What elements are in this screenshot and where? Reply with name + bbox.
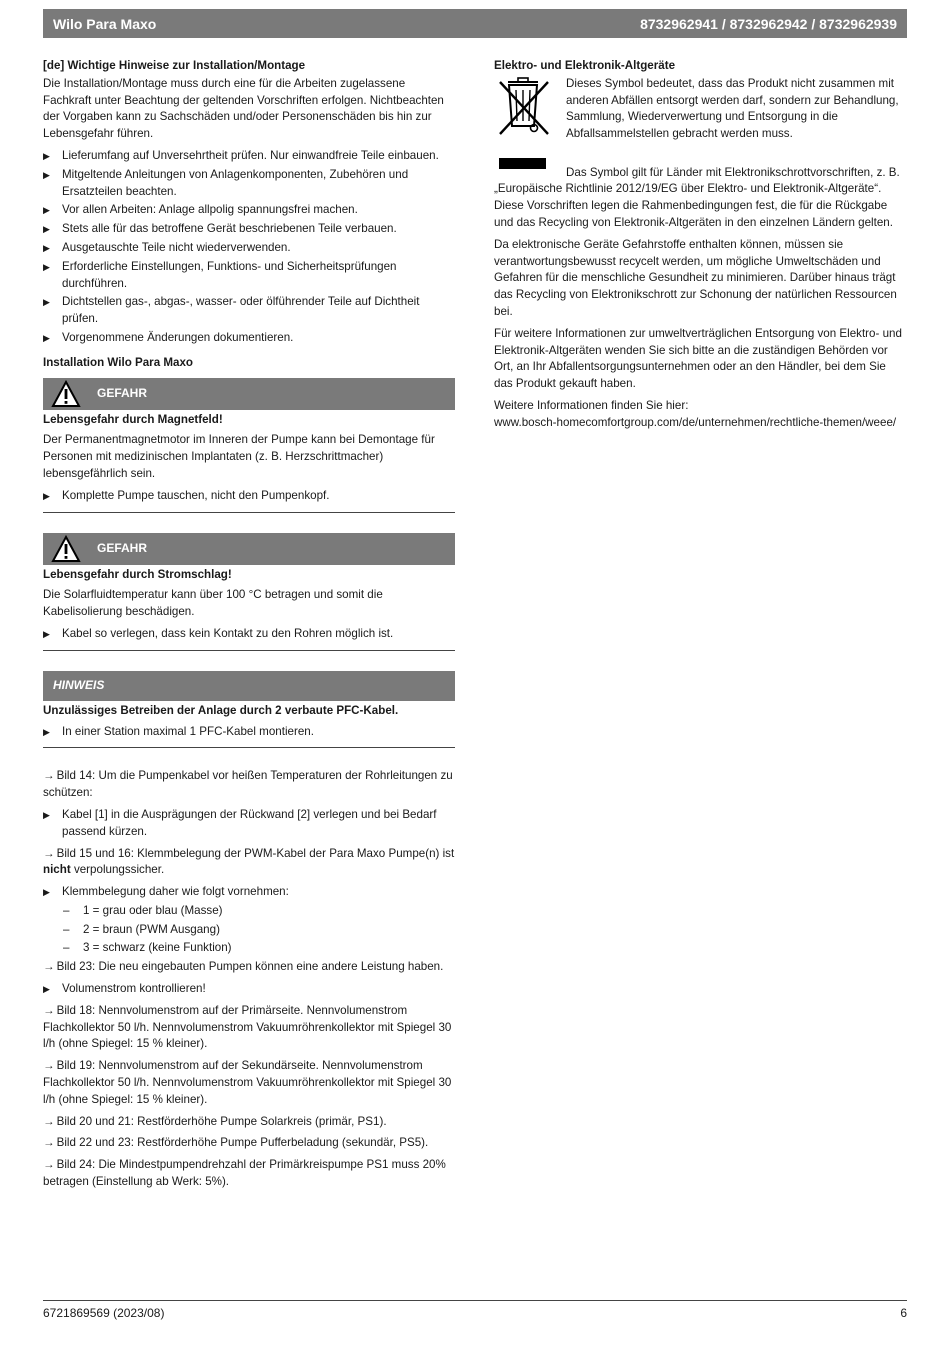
- footer-page-number: 6: [900, 1306, 907, 1320]
- figure-ref-19: → Bild 19: Nennvolumenstrom auf der Sekundärseite. Nennvolumenstrom Flachkollektor 50 l/h. Nennvolumenstrom Vakuumröhrenkollektor mit Spiegel 30 l/h (ohne Spiegel: 15 % kleiner).: [43, 1059, 452, 1106]
- note-banner: [43, 671, 455, 701]
- figure-ref-23: → Bild 23: Die neu eingebauten Pumpen können eine andere Leistung haben.: [43, 960, 444, 974]
- figure-ref-22: → Bild 22 und 23: Restförderhöhe Pumpe Pufferbeladung (sekundär, PS5).: [43, 1136, 429, 1150]
- terminal-assignment-list: [63, 903, 455, 957]
- weee-paragraph-3: Da elektronische Geräte Gefahrstoffe enthalten können, müssen sie verantwortungsbewusst recycelt werden, um mögliche Umweltschäden und Gefahren für die menschliche Gesundheit zu minimieren. Darüber hinaus trägt das Recycling von Elektronikschrott zur Schonung der natürlichen Ressourcen bei.: [494, 237, 897, 318]
- list-item: ▶ Volumenstrom kontrollieren!: [43, 981, 455, 998]
- list-item: ▶ Lieferumfang auf Unversehrtheit prüfen. Nur einwandfreie Teile einbauen.: [43, 148, 455, 165]
- arrow-right-icon: →: [43, 1114, 55, 1128]
- list-item: ▶ Stets alle für das betroffene Gerät beschriebenen Teile verbauen.: [43, 221, 455, 238]
- weee-symbol-block: [494, 76, 907, 169]
- danger-title: Lebensgefahr durch Stromschlag!: [43, 567, 232, 581]
- figure-ref-20: → Bild 20 und 21: Restförderhöhe Pumpe Solarkreis (primär, PS1).: [43, 1114, 387, 1128]
- note-box: [43, 703, 455, 749]
- instruction-list: [43, 148, 455, 347]
- list-item: ▶ In einer Station maximal 1 PFC-Kabel montieren.: [43, 724, 455, 741]
- crossed-bin-icon: [494, 128, 554, 141]
- list-item: ▶ Mitgeltende Anleitungen von Anlagenkomponenten, Zubehören und Ersatzteilen beachten.: [43, 167, 455, 201]
- list-item: – 2 = braun (PWM Ausgang): [63, 922, 455, 939]
- warning-triangle-icon: [45, 378, 87, 410]
- list-item: ▶ Vor allen Arbeiten: Anlage allpolig spannungsfrei machen.: [43, 202, 455, 219]
- section-heading-installation: Installation Wilo Para Maxo: [43, 355, 193, 369]
- arrow-right-icon: →: [43, 1136, 55, 1150]
- right-column: [494, 58, 907, 437]
- list-item: – 1 = grau oder blau (Masse): [63, 903, 455, 920]
- list-item: ▶ Ausgetauschte Teile nicht wiederverwenden.: [43, 240, 455, 257]
- arrow-right-icon: →: [43, 846, 55, 860]
- arrow-right-icon: →: [43, 769, 55, 783]
- arrow-right-icon: →: [43, 1003, 55, 1017]
- footer-document-number: 6721869569 (2023/08): [43, 1306, 165, 1320]
- list-item: ▶ Kabel [1] in die Ausprägungen der Rückwand [2] verlegen und bei Bedarf passend kürzen.: [43, 807, 455, 841]
- danger-label: GEFAHR: [97, 541, 148, 556]
- arrow-right-icon: →: [43, 1158, 55, 1172]
- danger-banner: [43, 378, 455, 410]
- danger-box-magnetic: [43, 412, 455, 513]
- left-column: [43, 58, 455, 1196]
- figure-ref-14: → Bild 14: Um die Pumpenkabel vor heißen Temperaturen der Rohrleitungen zu schützen:: [43, 769, 453, 800]
- danger-text: Der Permanentmagnetmotor im Inneren der Pumpe kann bei Demontage für Personen mit medizinischen Implantaten (z. B. Herzschrittmacher) lebensgefährlich sein.: [43, 433, 435, 480]
- page-header: [43, 9, 907, 38]
- weee-url: www.bosch-homecomfortgroup.com/de/unternehmen/rechtliche-themen/weee/: [494, 415, 897, 429]
- danger-title: Lebensgefahr durch Magnetfeld!: [43, 412, 223, 426]
- note-title: Unzulässiges Betreiben der Anlage durch 2 verbaute PFC-Kabel.: [43, 703, 399, 717]
- list-item: ▶ Kabel so verlegen, dass kein Kontakt zu den Rohren möglich ist.: [43, 626, 455, 643]
- danger-text: Die Solarfluidtemperatur kann über 100 °C betragen und somit die Kabelisolierung beschädigen.: [43, 588, 383, 619]
- header-product-name: Wilo Para Maxo: [53, 15, 157, 32]
- weee-paragraph-5: Weitere Informationen finden Sie hier:: [494, 398, 689, 412]
- danger-box-electric: [43, 567, 455, 651]
- arrow-right-icon: →: [43, 960, 55, 974]
- figure-ref-24: → Bild 24: Die Mindestpumpendrehzahl der Primärkreispumpe PS1 muss 20% betragen (Einstellung ab Werk: 5%).: [43, 1158, 446, 1189]
- list-item: ▶ Vorgenommene Änderungen dokumentieren.: [43, 330, 455, 347]
- section-heading-installation-notes: [de] Wichtige Hinweise zur Installation/Montage: [43, 59, 306, 72]
- header-article-numbers: 8732962941 / 8732962942 / 8732962939: [640, 15, 897, 32]
- list-item: ▶ Erforderliche Einstellungen, Funktions- und Sicherheitsprüfungen durchführen.: [43, 259, 455, 293]
- section-heading-weee: Elektro- und Elektronik-Altgeräte: [494, 59, 676, 72]
- weee-paragraph-2: Das Symbol gilt für Länder mit Elektronikschrottvorschriften, z. B. „Europäische Richtlinie 2012/19/EG über Elektro- und Elektronik-Altgeräte“. Diese Vorschriften legen die Rahmenbedingungen fest, die für die Rückgabe und das Recycling von Elektronik-Altgeräten in den einzelnen Ländern gelten.: [494, 165, 900, 229]
- list-item: ▶ Dichtstellen gas-, abgas-, wasser- oder ölführender Teile auf Dichtheit prüfen.: [43, 294, 455, 328]
- list-item: – 3 = schwarz (keine Funktion): [63, 940, 455, 957]
- weee-paragraph-4: Für weitere Informationen zur umweltverträglichen Entsorgung von Elektro- und Elektronik-Altgeräten wenden Sie sich bitte an die zuständigen Behörden vor Ort, an Ihr Abfallentsorgungsunternehmen oder an den Händler, bei dem Sie das Produkt gekauft haben.: [494, 326, 902, 391]
- intro-paragraph: Die Installation/Montage muss durch eine für die Arbeiten zugelassene Fachkraft unter Beachtung der geltenden Vorschriften erfolgen. Nichtbeachten der Vorgaben kann zu Sachschäden und/oder Personenschäden bis hin zur Lebensgefahr führen.: [43, 76, 444, 141]
- arrow-right-icon: →: [43, 1059, 55, 1073]
- weee-paragraph-1: Dieses Symbol bedeutet, dass das Produkt nicht zusammen mit anderen Abfällen entsorgt werden darf, sondern zur Behandlung, Sammlung, Wiederverwertung und Entsorgung in die Abfallsammelstellen gebracht werden muss.: [566, 76, 899, 141]
- list-item: ▶ Komplette Pumpe tauschen, nicht den Pumpenkopf.: [43, 488, 455, 505]
- figure-ref-15: → Bild 15 und 16: Klemmbelegung der PWM-Kabel der Para Maxo Pumpe(n) ist nicht verpolungssicher.: [43, 846, 455, 877]
- note-label: HINWEIS: [53, 678, 105, 693]
- warning-triangle-icon: [45, 533, 87, 565]
- list-item: ▶ Klemmbelegung daher wie folgt vornehmen:: [43, 884, 455, 901]
- danger-banner: [43, 533, 455, 565]
- weee-black-bar: [499, 158, 546, 169]
- footer-divider: [43, 1300, 907, 1301]
- danger-label: GEFAHR: [97, 386, 148, 401]
- figure-ref-18: → Bild 18: Nennvolumenstrom auf der Primärseite. Nennvolumenstrom Flachkollektor 50 l/h. Nennvolumenstrom Vakuumröhrenkollektor mit Spiegel 30 l/h (ohne Spiegel: 15 % kleiner).: [43, 1003, 452, 1051]
